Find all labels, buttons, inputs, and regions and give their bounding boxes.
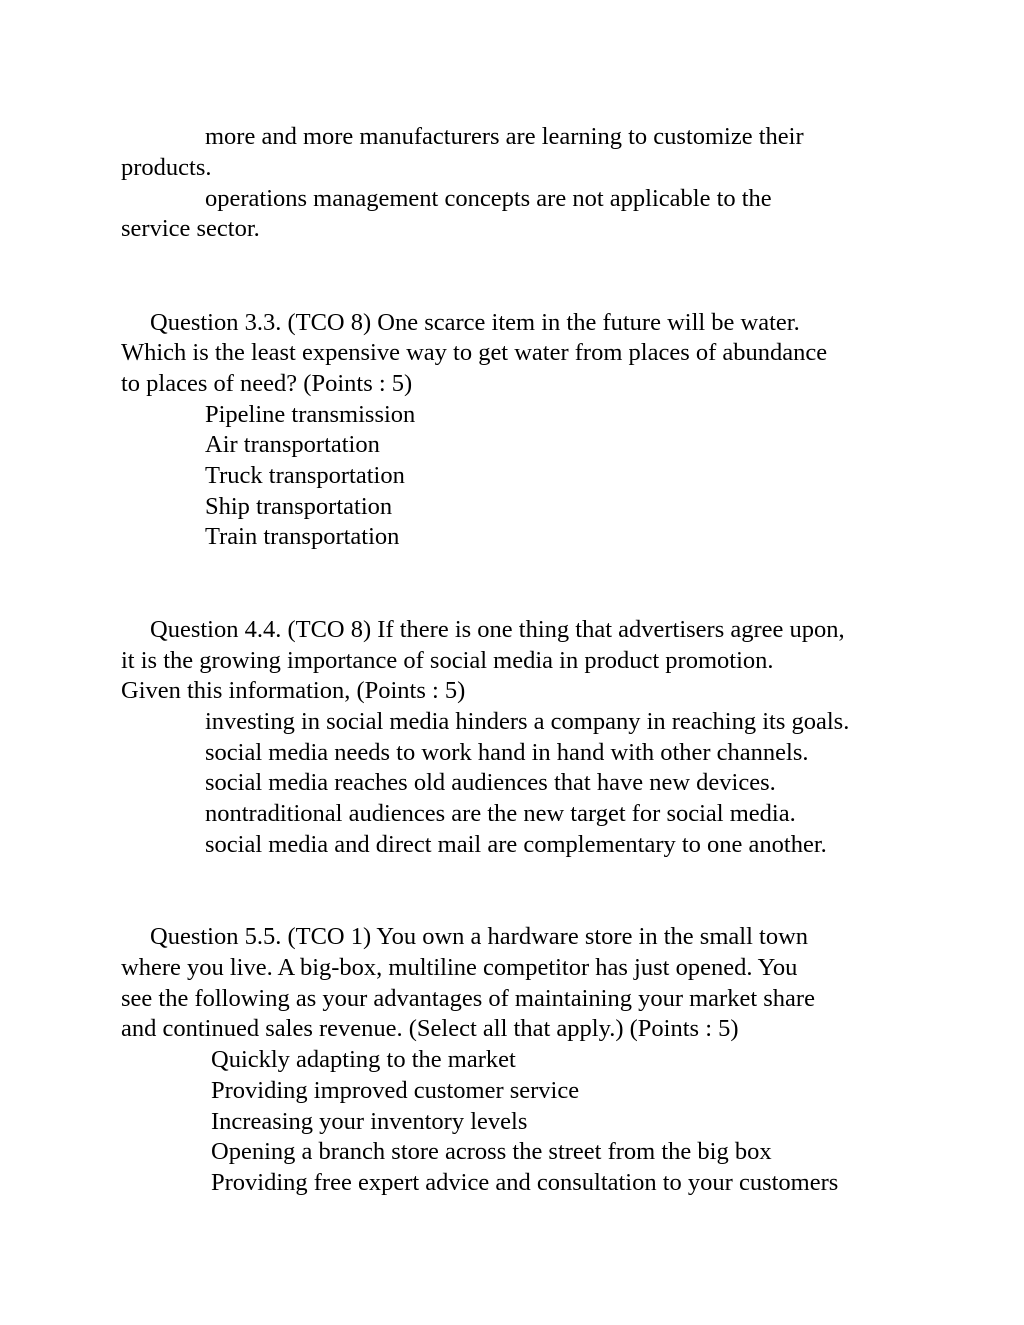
answer-option[interactable]: Train transportation [205,523,400,550]
answer-option[interactable]: Providing improved customer service [211,1077,580,1104]
answer-option[interactable]: investing in social media hinders a company in reaching its goals. [205,708,850,735]
question-stem: Question 4.4. (TCO 8) If there is one thing that advertisers agree upon, [150,616,845,643]
question-stem: it is the growing importance of social media in product promotion. [121,647,774,674]
answer-option[interactable]: Pipeline transmission [205,401,416,428]
option-text: operations management concepts are not applicable to the [205,185,772,212]
answer-option[interactable]: social media and direct mail are complementary to one another. [205,831,827,858]
answer-option[interactable]: nontraditional audiences are the new target for social media. [205,800,796,827]
answer-option[interactable]: social media reaches old audiences that have new devices. [205,769,776,796]
answer-option[interactable]: Quickly adapting to the market [211,1046,516,1073]
question-stem: and continued sales revenue. (Select all that apply.) (Points : 5) [121,1015,739,1042]
question-stem: see the following as your advantages of maintaining your market share [121,985,815,1012]
answer-option[interactable]: Air transportation [205,431,380,458]
answer-option[interactable]: Ship transportation [205,493,393,520]
option-text-wrap: products. [121,154,212,181]
question-stem: where you live. A big-box, multiline competitor has just opened. You [121,954,798,981]
answer-option[interactable]: Providing free expert advice and consultation to your customers [211,1169,839,1196]
question-stem: Given this information, (Points : 5) [121,677,466,704]
question-stem: Question 3.3. (TCO 8) One scarce item in the future will be water. [150,309,800,336]
question-stem: to places of need? (Points : 5) [121,370,413,397]
option-text: more and more manufacturers are learning to customize their [205,123,804,150]
option-text-wrap: service sector. [121,215,260,242]
question-stem: Question 5.5. (TCO 1) You own a hardware store in the small town [150,923,809,950]
answer-option[interactable]: Increasing your inventory levels [211,1108,528,1135]
answer-option[interactable]: social media needs to work hand in hand with other channels. [205,739,809,766]
question-stem: Which is the least expensive way to get water from places of abundance [121,339,828,366]
answer-option[interactable]: Truck transportation [205,462,405,489]
answer-option[interactable]: Opening a branch store across the street from the big box [211,1138,772,1165]
